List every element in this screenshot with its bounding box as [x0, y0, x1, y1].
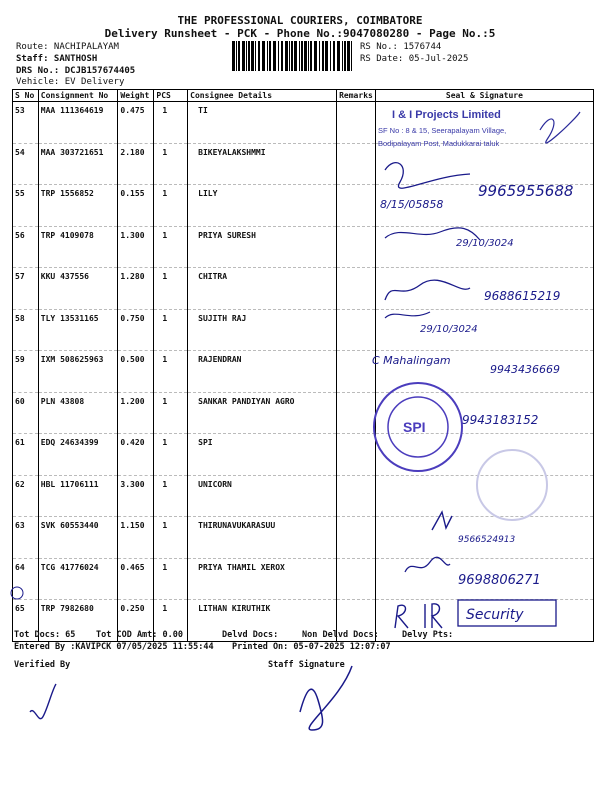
row-remarks: [337, 268, 376, 310]
row-remarks: [337, 434, 376, 476]
row-pcs: 1: [154, 517, 188, 559]
row-weight: 0.465: [118, 558, 154, 600]
row-pcs: 1: [154, 475, 188, 517]
row-seal-signature: [375, 185, 593, 227]
row-pcs: 1: [154, 226, 188, 268]
row-sno: 63: [13, 517, 39, 559]
row64-phone-handwriting: 9698806271: [458, 573, 541, 588]
row-sno: 56: [13, 226, 39, 268]
row-remarks: [337, 143, 376, 185]
row-seal-signature: [375, 392, 593, 434]
drs-label: DRS No.: DCJB157674405: [16, 66, 136, 76]
table-row: [13, 185, 594, 227]
row-weight: 0.250: [118, 600, 154, 642]
round-stamp-text: SPI: [403, 419, 426, 435]
entered-by: Entered By :KAVIPCK 07/05/2025 11:55:44: [14, 642, 214, 652]
row-weight: 3.300: [118, 475, 154, 517]
row-pcs: 1: [154, 600, 188, 642]
row-weight: 1.150: [118, 517, 154, 559]
row-seal-signature: [375, 143, 593, 185]
row-consignee: SANKAR PANDIYAN AGRO: [188, 392, 337, 434]
row-consignment-no: IXM 508625963: [38, 351, 118, 393]
column-header: Remarks: [337, 90, 376, 102]
table-row: [13, 351, 594, 393]
row-weight: 0.420: [118, 434, 154, 476]
row-remarks: [337, 226, 376, 268]
row-consignee: LILY: [188, 185, 337, 227]
company-title: THE PROFESSIONAL COURIERS, COIMBATORE: [177, 14, 423, 27]
row-remarks: [337, 517, 376, 559]
row-weight: 0.750: [118, 309, 154, 351]
table-row: [13, 392, 594, 434]
table-row: [13, 226, 594, 268]
row-sno: 55: [13, 185, 39, 227]
row-consignee: CHITRA: [188, 268, 337, 310]
row-seal-signature: [375, 434, 593, 476]
row-weight: 0.500: [118, 351, 154, 393]
row-consignment-no: EDQ 24634399: [38, 434, 118, 476]
row-sno: 53: [13, 102, 39, 144]
table-header-row: [13, 90, 594, 102]
delvy-pts: Delvy Pts:: [402, 630, 454, 640]
table-row: [13, 517, 594, 559]
row-consignee: UNICORN: [188, 475, 337, 517]
column-header: Consignment No: [38, 90, 118, 102]
table-row: [13, 309, 594, 351]
verified-signature-icon: [30, 684, 56, 719]
row-consignee: BIKEYALAKSHMMI: [188, 143, 337, 185]
row57-phone-handwriting: 9688615219: [484, 289, 561, 303]
row-consignee: THIRUNAVUKARASUU: [188, 517, 337, 559]
row-pcs: 1: [154, 102, 188, 144]
row-weight: 0.475: [118, 102, 154, 144]
route-label: Route: NACHIPALAYAM: [16, 42, 119, 52]
row63-handwriting: 9566524913: [458, 535, 516, 545]
table-row: [13, 268, 594, 310]
table-row: [13, 558, 594, 600]
row-consignment-no: TCG 41776024: [38, 558, 118, 600]
row-seal-signature: [375, 102, 593, 144]
staff-label: Staff: SANTHOSH: [16, 54, 98, 64]
row-consignee: RAJENDRAN: [188, 351, 337, 393]
row-pcs: 1: [154, 268, 188, 310]
row-pcs: 1: [154, 309, 188, 351]
column-header: PCS: [154, 90, 188, 102]
row-consignment-no: HBL 11706111: [38, 475, 118, 517]
row-remarks: [337, 309, 376, 351]
row59-name-handwriting: C Mahalingam: [372, 354, 451, 367]
row-remarks: [337, 102, 376, 144]
company-stamp-line3: Bodipalayam Post, Madukkarai taluk: [378, 139, 500, 148]
row58-date-handwriting: 29/10/3024: [420, 324, 478, 335]
company-stamp-line1: I & I Projects Limited: [392, 109, 501, 121]
staff-signature-icon: [300, 666, 352, 730]
row-seal-signature: [375, 475, 593, 517]
row-consignee: TI: [188, 102, 337, 144]
row-weight: 1.200: [118, 392, 154, 434]
row-sno: 61: [13, 434, 39, 476]
row-seal-signature: [375, 351, 593, 393]
column-header: S No: [13, 90, 39, 102]
tot-cod-amt: Tot COD Amt: 0.00: [96, 630, 183, 640]
verified-by-label: Verified By: [14, 660, 71, 670]
row-sno: 54: [13, 143, 39, 185]
row-sno: 60: [13, 392, 39, 434]
row59-phone-handwriting: 9943436669: [490, 363, 560, 376]
row-weight: 0.155: [118, 185, 154, 227]
row-consignee: SPI: [188, 434, 337, 476]
row-sno: 62: [13, 475, 39, 517]
table-row: [13, 102, 594, 144]
row-consignment-no: SVK 60553440: [38, 517, 118, 559]
vehicle-label: Vehicle: EV Delivery: [16, 77, 125, 87]
row-sno: 64: [13, 558, 39, 600]
row-remarks: [337, 392, 376, 434]
row-seal-signature: [375, 268, 593, 310]
row-sno: 59: [13, 351, 39, 393]
row-remarks: [337, 351, 376, 393]
row-sno: 57: [13, 268, 39, 310]
company-stamp-line2: SF No : 8 & 15, Seerapalayam Village,: [378, 126, 507, 135]
row-weight: 1.300: [118, 226, 154, 268]
row-seal-signature: [375, 226, 593, 268]
row55-small-handwriting: 8/15/05858: [380, 198, 444, 211]
table-row: [13, 143, 594, 185]
row-consignee: PRIYA SURESH: [188, 226, 337, 268]
row-consignment-no: PLN 43808: [38, 392, 118, 434]
column-header: Consignee Details: [188, 90, 337, 102]
row56-date-handwriting: 29/10/3024: [456, 238, 514, 249]
row-seal-signature: [375, 517, 593, 559]
row-sno: 58: [13, 309, 39, 351]
row61-phone-handwriting: 9943183152: [462, 413, 539, 427]
row-pcs: 1: [154, 143, 188, 185]
printed-on: Printed On: 05-07-2025 12:07:07: [232, 642, 391, 652]
row-remarks: [337, 185, 376, 227]
rs-date-label: RS Date: 05-Jul-2025: [360, 54, 469, 64]
row-pcs: 1: [154, 185, 188, 227]
row-pcs: 1: [154, 351, 188, 393]
row-consignment-no: MAA 303721651: [38, 143, 118, 185]
row-remarks: [337, 475, 376, 517]
runsheet-table: [12, 89, 594, 642]
row-pcs: 1: [154, 434, 188, 476]
column-header: Seal & Signature: [375, 90, 593, 102]
row-consignment-no: MAA 111364619: [38, 102, 118, 144]
row55-phone-handwriting: 9965955688: [478, 182, 574, 200]
row-consignment-no: TRP 4109078: [38, 226, 118, 268]
non-delvd-docs: Non Delvd Docs:: [302, 630, 379, 640]
row-seal-signature: [375, 309, 593, 351]
row-consignment-no: TLY 13531165: [38, 309, 118, 351]
row-pcs: 1: [154, 558, 188, 600]
table-row: [13, 434, 594, 476]
row-weight: 1.280: [118, 268, 154, 310]
row-consignment-no: TRP 1556852: [38, 185, 118, 227]
rs-no-label: RS No.: 1576744: [360, 42, 442, 52]
row65-handwriting: Security: [466, 607, 524, 623]
staff-signature-label: Staff Signature: [268, 660, 345, 670]
table-row: [13, 475, 594, 517]
row-sno: 65: [13, 600, 39, 642]
row-seal-signature: [375, 558, 593, 600]
runsheet-title: Delivery Runsheet - PCK - Phone No.:9047080280 - Page No.:5: [104, 27, 496, 40]
barcode-icon: [232, 41, 354, 71]
tot-docs: Tot Docs: 65: [14, 630, 76, 640]
delvd-docs: Delvd Docs:: [222, 630, 279, 640]
row-consignee: LITHAN KIRUTHIK: [188, 600, 337, 642]
row-consignee: PRIYA THAMIL XEROX: [188, 558, 337, 600]
row-consignment-no: TRP 7982680: [38, 600, 118, 642]
row-weight: 2.180: [118, 143, 154, 185]
row-pcs: 1: [154, 392, 188, 434]
column-header: Weight: [118, 90, 154, 102]
row-remarks: [337, 558, 376, 600]
row-consignee: SUJITH RAJ: [188, 309, 337, 351]
row-consignment-no: KKU 437556: [38, 268, 118, 310]
